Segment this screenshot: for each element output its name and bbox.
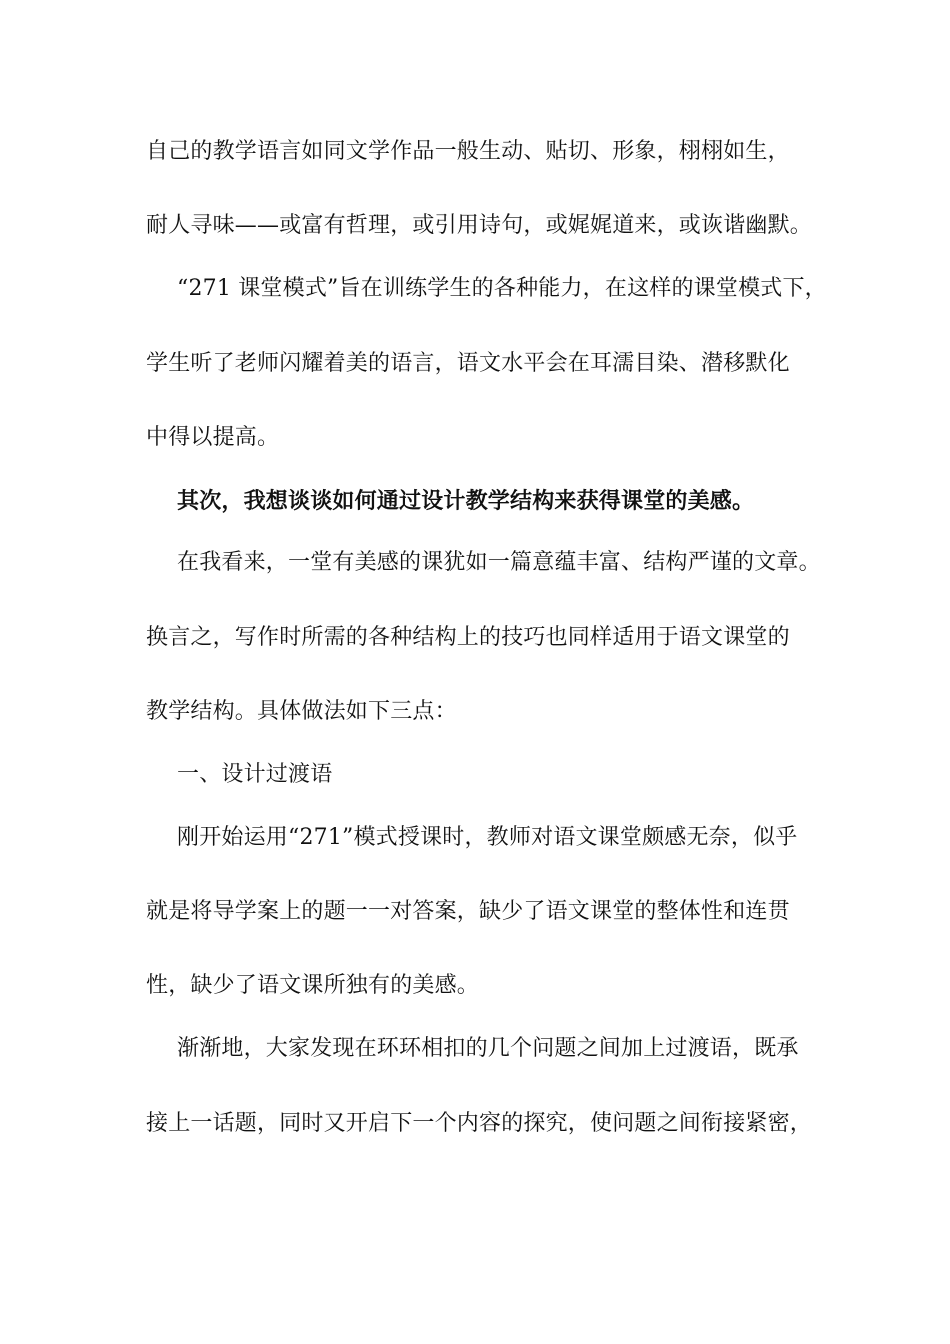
subheading: 一、设计过渡语 [177,762,333,787]
text-line: 在我看来，一堂有美感的课犹如一篇意蕴丰富、结构严谨的文章。 [177,550,821,575]
text-line: 换言之，写作时所需的各种结构上的技巧也同样适用于语文课堂的 [146,625,790,650]
text-line: “271 课堂模式”旨在训练学生的各种能力，在这样的课堂模式下， [177,276,827,301]
text-line: 渐渐地，大家发现在环环相扣的几个问题之间加上过渡语，既承 [177,1036,799,1061]
text-line: 就是将导学案上的题一一对答案，缺少了语文课堂的整体性和连贯 [146,899,790,924]
section-heading: 其次，我想谈谈如何通过设计教学结构来获得课堂的美感。 [177,488,755,514]
text-line: 自己的教学语言如同文学作品一般生动、贴切、形象，栩栩如生， [146,139,790,164]
text-line: 接上一话题，同时又开启下一个内容的探究，使问题之间衔接紧密， [146,1111,813,1136]
text-line: 性，缺少了语文课所独有的美感。 [146,973,480,998]
text-line: 刚开始运用“271”模式授课时，教师对语文课堂颇感无奈，似乎 [177,825,798,850]
text-line: 耐人寻味——或富有哲理，或引用诗句，或娓娓道来，或诙谐幽默。 [146,213,813,238]
text-line: 教学结构。具体做法如下三点： [146,699,457,724]
text-line: 学生听了老师闪耀着美的语言，语文水平会在耳濡目染、潜移默化 [146,351,790,376]
text-line: 中得以提高。 [146,425,280,450]
